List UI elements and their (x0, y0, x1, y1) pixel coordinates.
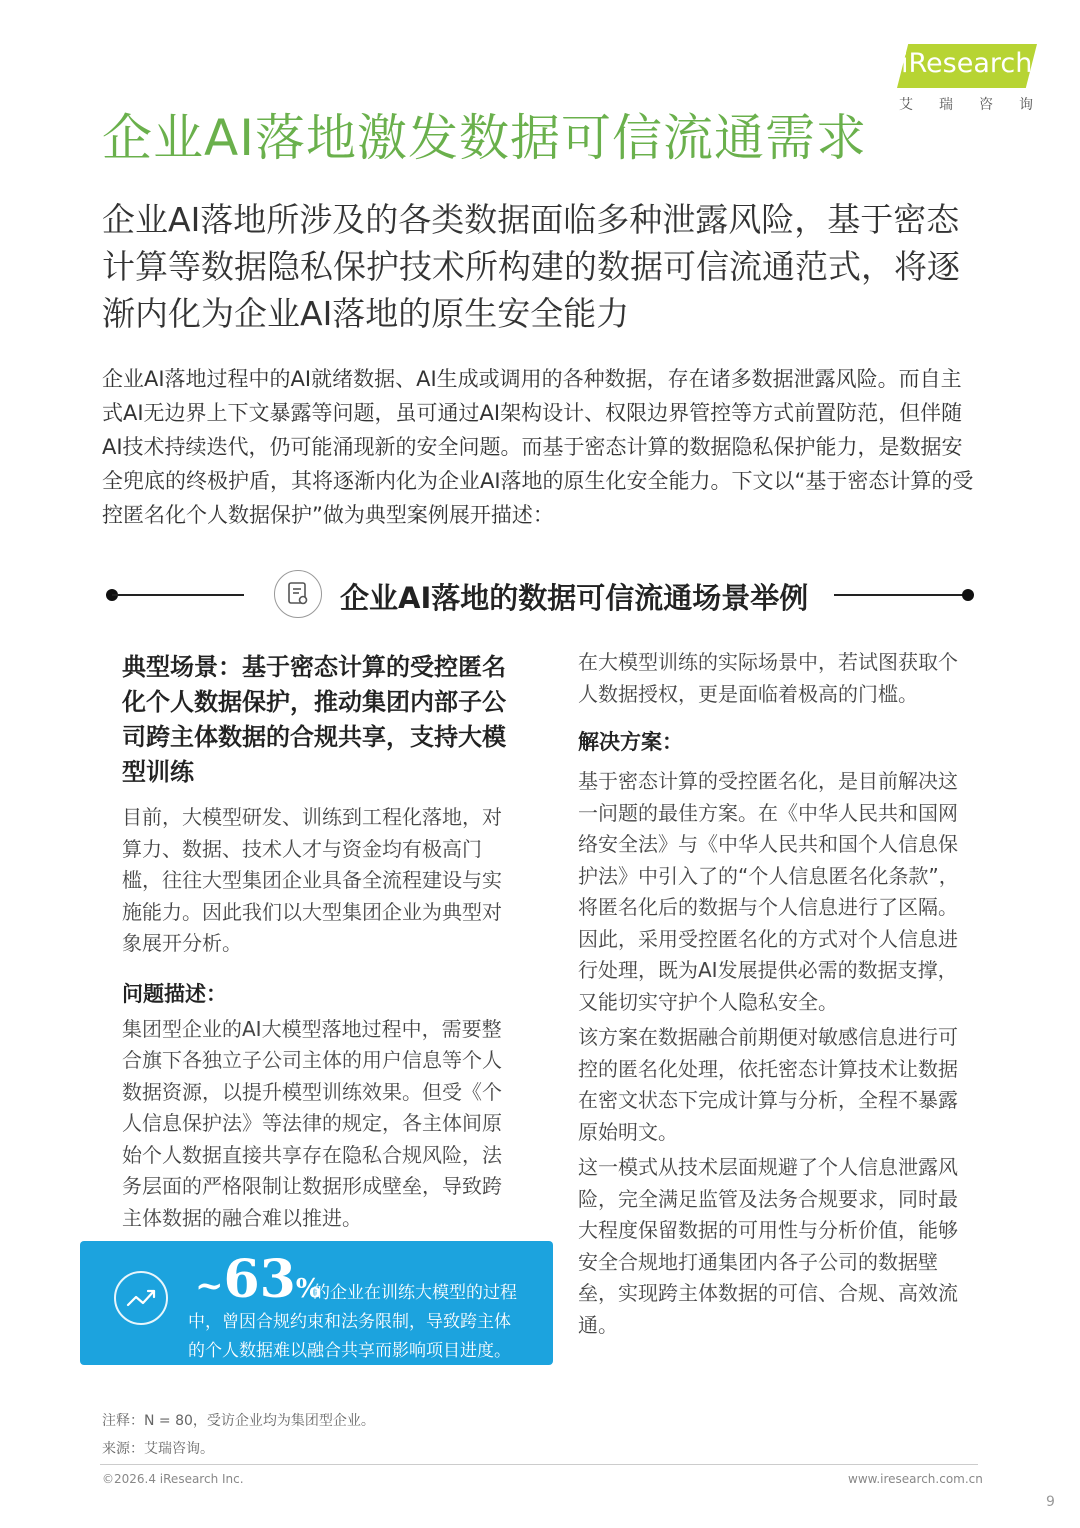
footer-website[interactable]: www.iresearch.com.cn (848, 1472, 983, 1486)
document-list-icon (274, 570, 322, 618)
right-column (578, 647, 970, 1341)
benefit-paragraph: 这一模式从技术层面规避了个人信息泄露风险，完全满足监管及法务合规要求，同时最大程度保留数据的可用性与分析价值，能够安全合规地打通集团内各子公司的数据壁垒，实现跨主体数据的可信、合规、高效流通。 (578, 1155, 958, 1337)
scenario-paragraph: 在大模型训练的实际场景中，若试图获取个人数据授权，更是面临着极高的门槛。 (578, 650, 958, 706)
stat-tilde: ~ (195, 1266, 224, 1306)
case-title: 典型场景：基于密态计算的受控匿名化个人数据保护，推动集团内部子公司跨主体数据的合规共享，支持大模型训练 (122, 653, 506, 786)
left-column (122, 650, 512, 1234)
logo-subtext: 艾瑞咨询 (899, 97, 1059, 113)
footer-divider (100, 1464, 978, 1465)
stat-text: 的企业在训练大模型的过程中，曾因合规约束和法务限制，导致跨主体的个人数据难以融合共享而影响项目进度。 (188, 1283, 517, 1361)
note-text: 注释：N = 80，受访企业均为集团型企业。 (102, 1413, 375, 1429)
footer-copyright: ©2026.4 iResearch Inc. (102, 1472, 244, 1486)
stat-callout (80, 1241, 553, 1365)
stat-number: 63 (223, 1249, 296, 1310)
iresearch-logo (893, 42, 1059, 117)
solution-heading: 解决方案： (578, 730, 683, 754)
section-title: 企业AI落地的数据可信流通场景举例 (340, 581, 809, 615)
solution-paragraph: 基于密态计算的受控匿名化，是目前解决这一问题的最佳方案。在《中华人民共和国网络安全法》与《中华人民共和国个人信息保护法》中引入了的“个人信息匿名化条款”，将匿名化后的数据与个人信息进行了区隔。因此，采用受控匿名化的方式对个人信息进行处理，既为AI发展提供必需的数据支撑，又能切实守护个人隐私安全。 (578, 769, 959, 1014)
page-number: 9 (1046, 1494, 1055, 1510)
intro-paragraph: 企业AI落地过程中的AI就绪数据、AI生成或调用的各种数据，存在诸多数据泄露风险。而自主式AI无边界上下文暴露等问题，虽可通过AI架构设计、权限边界管控等方式前置防范，但伴随AI技术持续迭代，仍可能涌现新的安全问题。而基于密态计算的数据隐私保护能力，是数据安全兜底的终极护盾，其将逐渐内化为企业AI落地的原生化安全能力。下文以“基于密态计算的受控匿名化个人数据保护”做为典型案例展开描述： (102, 367, 974, 527)
divider-line-left (112, 594, 244, 596)
trend-chart-icon (114, 1271, 168, 1325)
divider-line-right (834, 594, 964, 596)
problem-paragraph: 集团型企业的AI大模型落地过程中，需要整合旗下各独立子公司主体的用户信息等个人数据资源，以提升模型训练效果。但受《个人信息保护法》等法律的规定，各主体间原始个人数据直接共享存在隐私合规风险，法务层面的严格限制让数据形成壁垒，导致跨主体数据的融合难以推进。 (122, 1016, 502, 1230)
page-title: 企业AI落地激发数据可信流通需求 (102, 109, 867, 167)
source-text: 来源：艾瑞咨询。 (102, 1441, 214, 1457)
problem-heading: 问题描述： (122, 981, 227, 1006)
stat-unit: % (295, 1274, 321, 1304)
page-subtitle: 企业AI落地所涉及的各类数据面临多种泄露风险，基于密态计算等数据隐私保护技术所构建的数据可信流通范式，将逐渐内化为企业AI落地的原生安全能力 (102, 200, 960, 333)
background-paragraph: 目前，大模型研发、训练到工程化落地，对算力、数据、技术人才与资金均有极高门槛，往往大型集团企业具备全流程建设与实施能力。因此我们以大型集团企业为典型对象展开分析。 (122, 805, 502, 955)
divider-dot-right (962, 589, 974, 601)
logo-wordmark: iResearch (901, 48, 1033, 79)
method-paragraph: 该方案在数据融合前期便对敏感信息进行可控的匿名化处理，依托密态计算技术让数据在密文状态下完成计算与分析，全程不暴露原始明文。 (578, 1025, 958, 1144)
